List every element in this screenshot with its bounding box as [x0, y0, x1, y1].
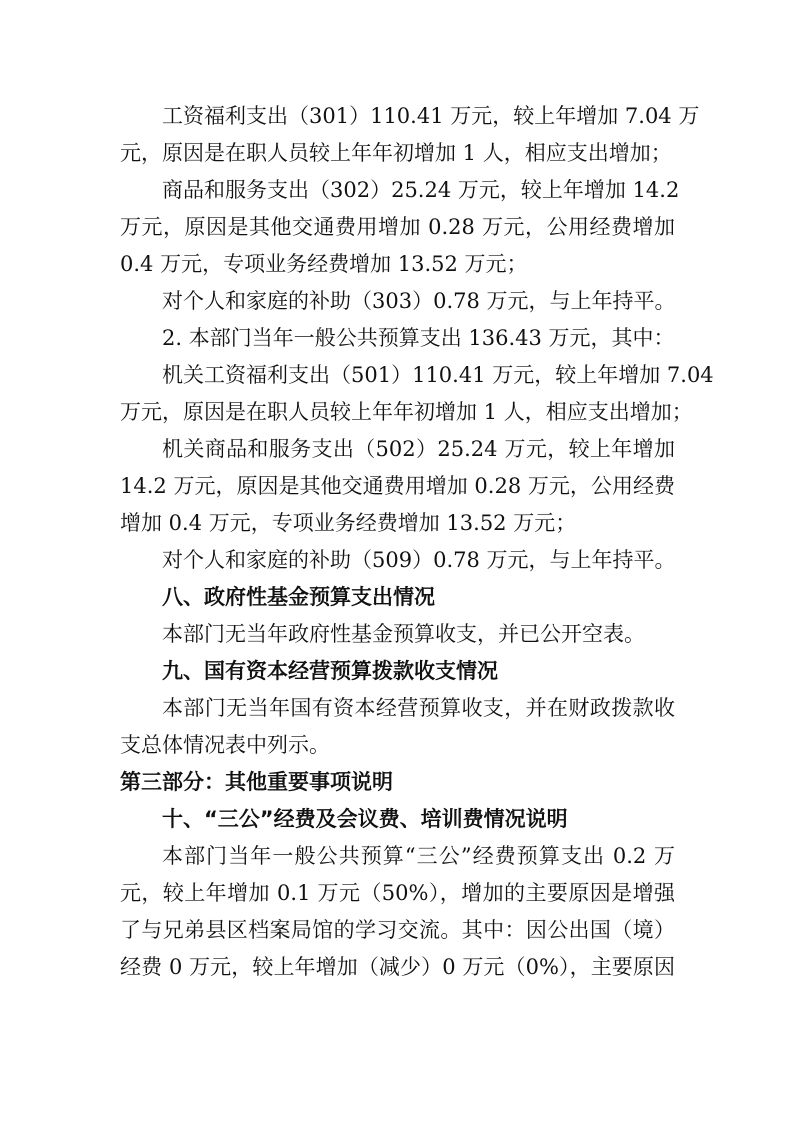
paragraph-line: 增加 0.4 万元，专项业务经费增加 13.52 万元；: [120, 511, 577, 535]
section-heading: 八、政府性基金预算支出情况: [162, 585, 435, 609]
paragraph-line: 机关商品和服务支出（502）25.24 万元，较上年增加: [162, 437, 675, 461]
section-heading: 九、国有资本经营预算拨款收支情况: [162, 659, 498, 683]
paragraph-line: 元，较上年增加 0.1 万元（50%），增加的主要原因是增强: [120, 881, 675, 905]
paragraph-line: 14.2 万元，原因是其他交通费用增加 0.28 万元，公用经费: [120, 474, 675, 498]
paragraph-line: 本部门当年一般公共预算“三公”经费预算支出 0.2 万: [162, 844, 675, 868]
paragraph-line: 本部门无当年国有资本经营预算收支，并在财政拨款收: [162, 696, 675, 720]
paragraph-line: 了与兄弟县区档案局馆的学习交流。其中：因公出国（境）: [120, 918, 675, 942]
paragraph-line: 对个人和家庭的补助（303）0.78 万元，与上年持平。: [162, 289, 676, 313]
paragraph-line: 经费 0 万元，较上年增加（减少）0 万元（0%），主要原因: [120, 955, 675, 979]
section-heading: 第三部分：其他重要事项说明: [120, 770, 393, 794]
paragraph-line: 元，原因是在职人员较上年年初增加 1 人，相应支出增加；: [120, 141, 672, 165]
section-heading: 十、“三公”经费及会议费、培训费情况说明: [162, 807, 568, 831]
document-page: [120, 98, 714, 986]
paragraph-line: 本部门无当年政府性基金预算收支，并已公开空表。: [162, 622, 645, 646]
paragraph-line: 工资福利支出（301）110.41 万元，较上年增加 7.04 万: [162, 104, 700, 128]
paragraph-line: 商品和服务支出（302）25.24 万元，较上年增加 14.2: [162, 178, 680, 202]
paragraph-line: 0.4 万元，专项业务经费增加 13.52 万元；: [120, 252, 528, 276]
paragraph-line: 对个人和家庭的补助（509）0.78 万元，与上年持平。: [162, 548, 676, 572]
paragraph-line: 2. 本部门当年一般公共预算支出 136.43 万元，其中：: [162, 326, 675, 350]
paragraph-line: 万元，原因是在职人员较上年年初增加 1 人，相应支出增加；: [120, 400, 693, 424]
paragraph-line: 机关工资福利支出（501）110.41 万元，较上年增加 7.04: [162, 363, 714, 387]
paragraph-line: 万元，原因是其他交通费用增加 0.28 万元，公用经费增加: [120, 215, 675, 239]
paragraph-line: 支总体情况表中列示。: [120, 733, 330, 757]
